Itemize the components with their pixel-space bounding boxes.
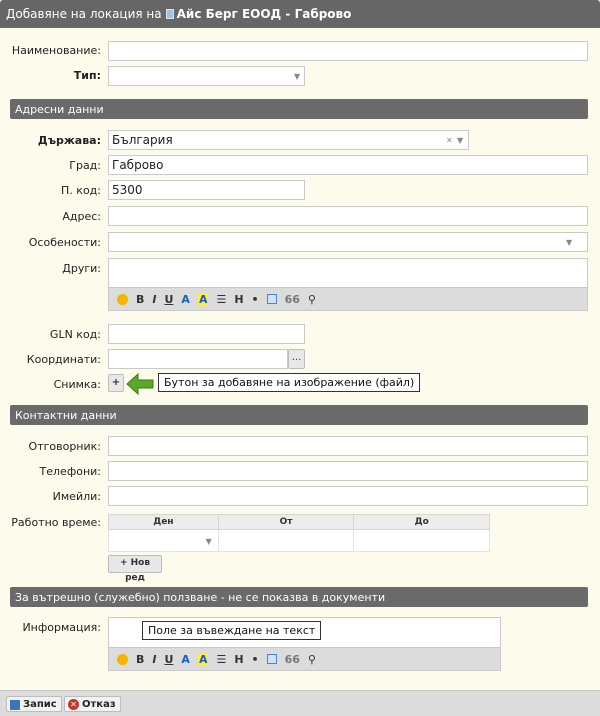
arrow-left-icon bbox=[126, 372, 154, 396]
quote-button[interactable]: 66 bbox=[284, 652, 300, 666]
highlight-button[interactable]: A bbox=[198, 652, 208, 666]
attach-icon[interactable]: ⚲ bbox=[307, 292, 316, 306]
gln-input[interactable] bbox=[108, 324, 305, 344]
dialog-title-bar bbox=[0, 0, 600, 28]
city-label: Град: bbox=[69, 159, 101, 172]
country-select[interactable]: България bbox=[108, 130, 469, 150]
cancel-button-label: Отказ bbox=[82, 699, 116, 710]
type-label: Тип: bbox=[73, 69, 101, 82]
section-address-header: Адресни данни bbox=[10, 99, 588, 119]
text-color-button[interactable]: A bbox=[181, 652, 190, 666]
responsible-label: Отговорник: bbox=[28, 440, 101, 453]
other-editor-toolbar bbox=[108, 288, 588, 311]
dialog-title-company: Айс Берг ЕООД - Габрово bbox=[176, 7, 352, 21]
attach-icon[interactable]: ⚲ bbox=[307, 652, 316, 666]
name-input[interactable] bbox=[108, 41, 588, 61]
chevron-down-icon: ▼ bbox=[566, 238, 573, 247]
bullet-button[interactable]: • bbox=[251, 652, 259, 666]
info-label: Информация: bbox=[22, 621, 101, 634]
grid-header-to: До bbox=[354, 515, 490, 530]
to-input[interactable] bbox=[354, 530, 490, 552]
phones-label: Телефони: bbox=[39, 465, 101, 478]
worktime-label: Работно време: bbox=[11, 516, 101, 529]
table-row bbox=[109, 530, 490, 552]
dialog-footer bbox=[0, 690, 600, 716]
type-select[interactable] bbox=[108, 66, 305, 86]
cancel-button[interactable] bbox=[64, 696, 121, 712]
features-select[interactable] bbox=[108, 232, 588, 252]
close-icon: ✕ bbox=[68, 699, 79, 710]
info-editor-toolbar bbox=[108, 648, 501, 671]
section-internal-header: За вътрешно (служебно) ползване - не се показва в документи bbox=[10, 587, 588, 607]
from-input[interactable] bbox=[218, 530, 354, 552]
other-textarea[interactable] bbox=[108, 258, 588, 288]
gln-label: GLN код: bbox=[49, 328, 101, 341]
city-input[interactable]: Габрово bbox=[108, 155, 588, 175]
bold-button[interactable]: B bbox=[136, 292, 145, 306]
info-textarea-callout: Поле за въвеждане на текст bbox=[142, 621, 321, 640]
chevron-down-icon: ▼ bbox=[457, 136, 464, 145]
emails-input[interactable] bbox=[108, 486, 588, 506]
emoji-icon[interactable] bbox=[117, 654, 128, 665]
other-label: Други: bbox=[62, 262, 101, 275]
add-row-button[interactable]: + Нов ред bbox=[108, 555, 162, 573]
grid-header-from: От bbox=[218, 515, 354, 530]
underline-button[interactable]: U bbox=[164, 652, 174, 666]
coords-picker-button[interactable]: ... bbox=[288, 349, 305, 369]
address-input[interactable] bbox=[108, 206, 588, 226]
heading-button[interactable]: H bbox=[234, 292, 244, 306]
worktime-grid bbox=[108, 514, 490, 552]
section-contacts-header: Контактни данни bbox=[10, 405, 588, 425]
grid-header-day: Ден bbox=[109, 515, 219, 530]
save-icon bbox=[10, 700, 20, 710]
table-icon[interactable] bbox=[267, 654, 277, 664]
photo-label: Снимка: bbox=[53, 378, 101, 391]
address-label: Адрес: bbox=[62, 210, 101, 223]
coords-input[interactable] bbox=[108, 349, 288, 369]
postcode-label: П. код: bbox=[61, 184, 101, 197]
quote-button[interactable]: 66 bbox=[284, 292, 300, 306]
postcode-input[interactable]: 5300 bbox=[108, 180, 305, 200]
table-icon[interactable] bbox=[267, 294, 277, 304]
underline-button[interactable]: U bbox=[164, 292, 174, 306]
bullet-button[interactable]: • bbox=[251, 292, 259, 306]
highlight-button[interactable]: A bbox=[198, 292, 208, 306]
heading-button[interactable]: H bbox=[234, 652, 244, 666]
coords-label: Координати: bbox=[26, 353, 101, 366]
document-icon bbox=[166, 9, 174, 19]
add-photo-button[interactable]: + bbox=[108, 374, 124, 392]
phones-input[interactable] bbox=[108, 461, 588, 481]
italic-button[interactable]: I bbox=[152, 292, 157, 306]
name-label: Наименование: bbox=[11, 44, 101, 57]
day-select[interactable] bbox=[109, 530, 219, 552]
responsible-input[interactable] bbox=[108, 436, 588, 456]
text-color-button[interactable]: A bbox=[181, 292, 190, 306]
emoji-icon[interactable] bbox=[117, 294, 128, 305]
features-label: Особености: bbox=[28, 236, 101, 249]
italic-button[interactable]: I bbox=[152, 652, 157, 666]
save-button[interactable] bbox=[6, 696, 62, 712]
save-button-label: Запис bbox=[23, 699, 57, 710]
country-label: Държава: bbox=[37, 134, 101, 147]
photo-button-callout: Бутон за добавяне на изображение (файл) bbox=[158, 373, 420, 392]
dialog-title-prefix: Добавяне на локация на bbox=[6, 7, 162, 21]
align-icon[interactable]: ☰ bbox=[216, 292, 227, 306]
clear-icon[interactable]: ✕ bbox=[446, 136, 453, 145]
chevron-down-icon: ▼ bbox=[205, 537, 212, 546]
bold-button[interactable]: B bbox=[136, 652, 145, 666]
emails-label: Имейли: bbox=[52, 490, 101, 503]
chevron-down-icon: ▼ bbox=[294, 72, 301, 81]
align-icon[interactable]: ☰ bbox=[216, 652, 227, 666]
